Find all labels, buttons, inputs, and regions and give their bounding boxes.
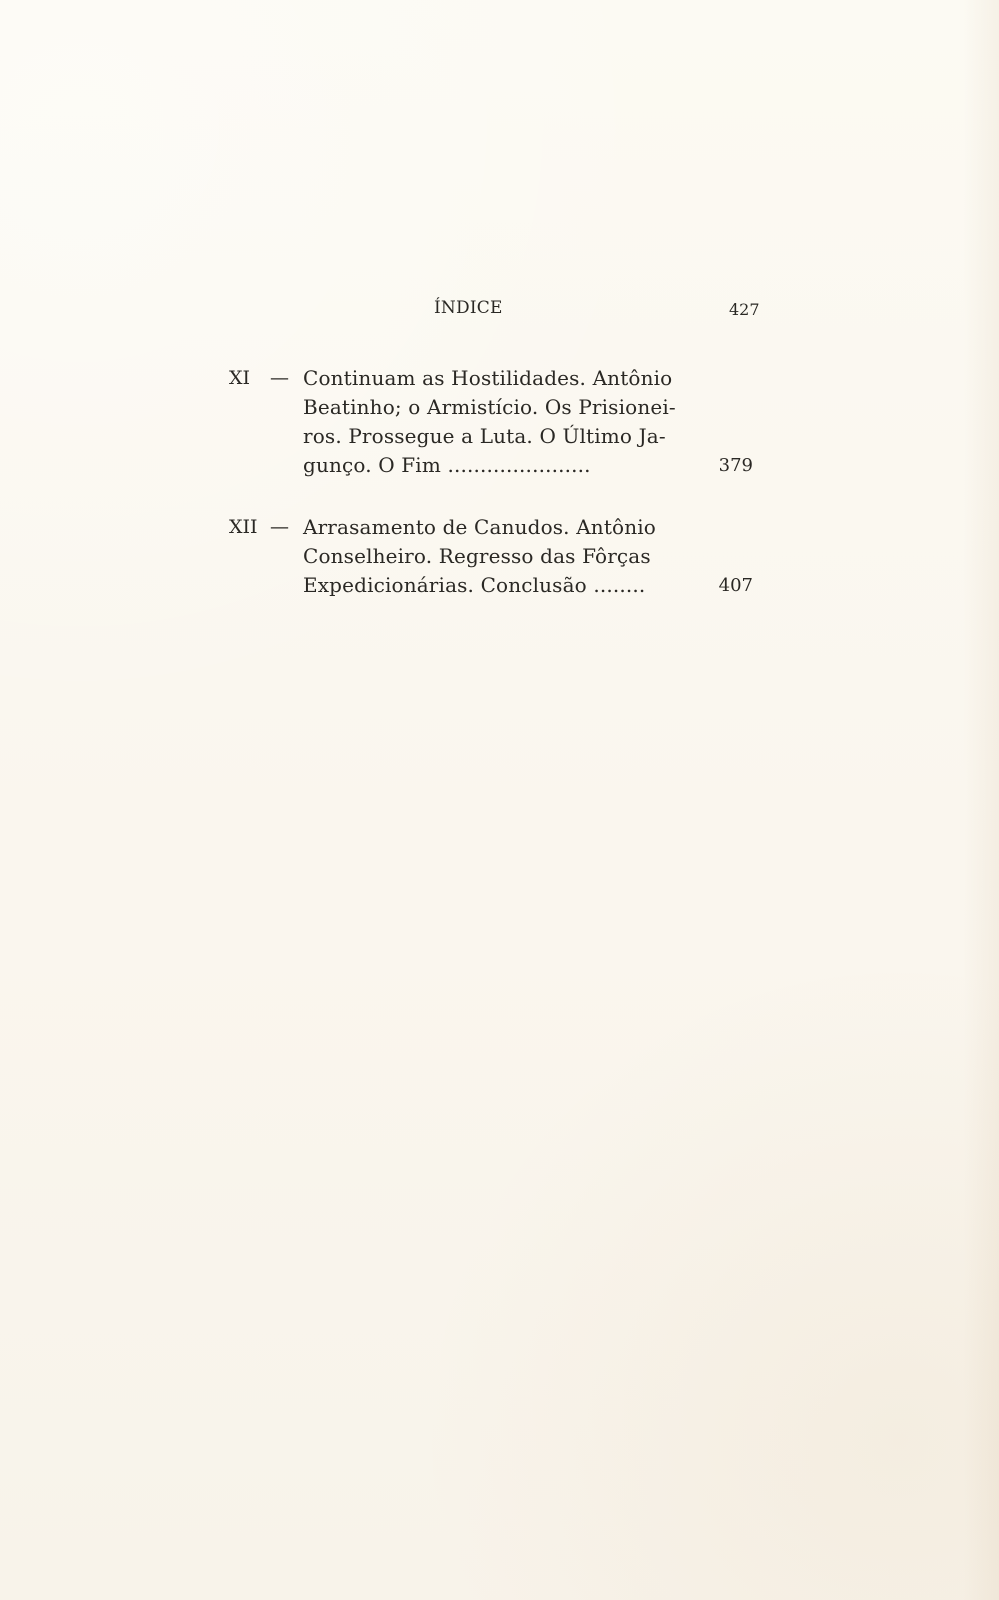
entry-page-number: 407 bbox=[718, 575, 753, 596]
entry-numeral: XI bbox=[229, 367, 251, 389]
entry-title-line: gunço. O Fim ...................... bbox=[303, 453, 591, 477]
entry-title-line: Continuam as Hostilidades. Antônio bbox=[303, 366, 673, 390]
entry-title-line: Expedicionárias. Conclusão ........ bbox=[303, 573, 646, 597]
entry-dash: — bbox=[270, 516, 289, 538]
entry-title-line: ros. Prossegue a Luta. O Último Ja- bbox=[303, 424, 666, 448]
page-number: 427 bbox=[729, 300, 760, 319]
entry-title-line: Arrasamento de Canudos. Antônio bbox=[303, 515, 656, 539]
entry-title-block bbox=[303, 364, 700, 480]
entry-title-line: Beatinho; o Armistício. Os Prisionei- bbox=[303, 395, 676, 419]
entry-title-block bbox=[303, 513, 700, 600]
entry-title-line: Conselheiro. Regresso das Fôrças bbox=[303, 544, 651, 568]
entry-numeral: XII bbox=[229, 516, 258, 538]
page-header-title: ÍNDICE bbox=[434, 298, 503, 318]
entry-page-number: 379 bbox=[718, 455, 753, 476]
entry-dash: — bbox=[270, 367, 289, 389]
